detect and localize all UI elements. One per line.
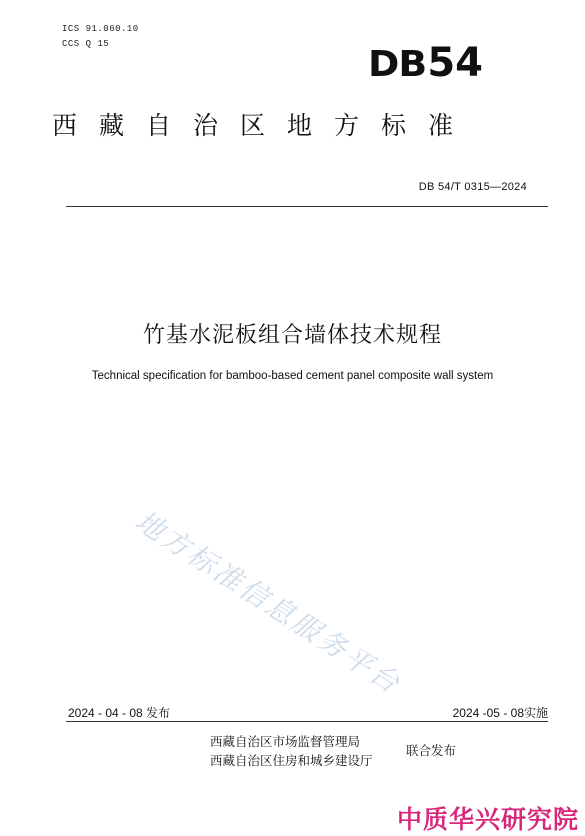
joint-release-label: 联合发布: [406, 743, 457, 758]
watermark: 地方标准信息服务平台: [129, 504, 408, 701]
footer-divider: [66, 721, 548, 722]
issuer-market-regulation: 西藏自治区市场监督管理局: [210, 734, 361, 749]
issuer-housing-construction: 西藏自治区住房和城乡建设厅: [210, 753, 373, 768]
implementation-date: 2024 -05 - 08实施: [452, 706, 548, 720]
brand-watermark: 中质华兴研究院: [396, 805, 579, 834]
document-title-en: Technical specification for bamboo-based cement panel composite wall system: [91, 370, 494, 382]
logo-number: 54: [427, 40, 483, 86]
logo-letters: DB: [368, 44, 427, 85]
document-title-cn: 竹基水泥板组合墙体技术规程: [142, 323, 442, 348]
issue-date: 2024 - 04 - 08 发布: [68, 706, 171, 720]
db54-logo: [368, 40, 483, 86]
standard-title: 西藏自治区地方标准: [52, 111, 476, 140]
header-divider: [66, 206, 548, 207]
standard-number: DB 54/T 0315—2024: [418, 181, 527, 193]
ccs-code: CCS Q 15: [62, 39, 110, 49]
ics-code: ICS 91.060.10: [62, 24, 139, 34]
